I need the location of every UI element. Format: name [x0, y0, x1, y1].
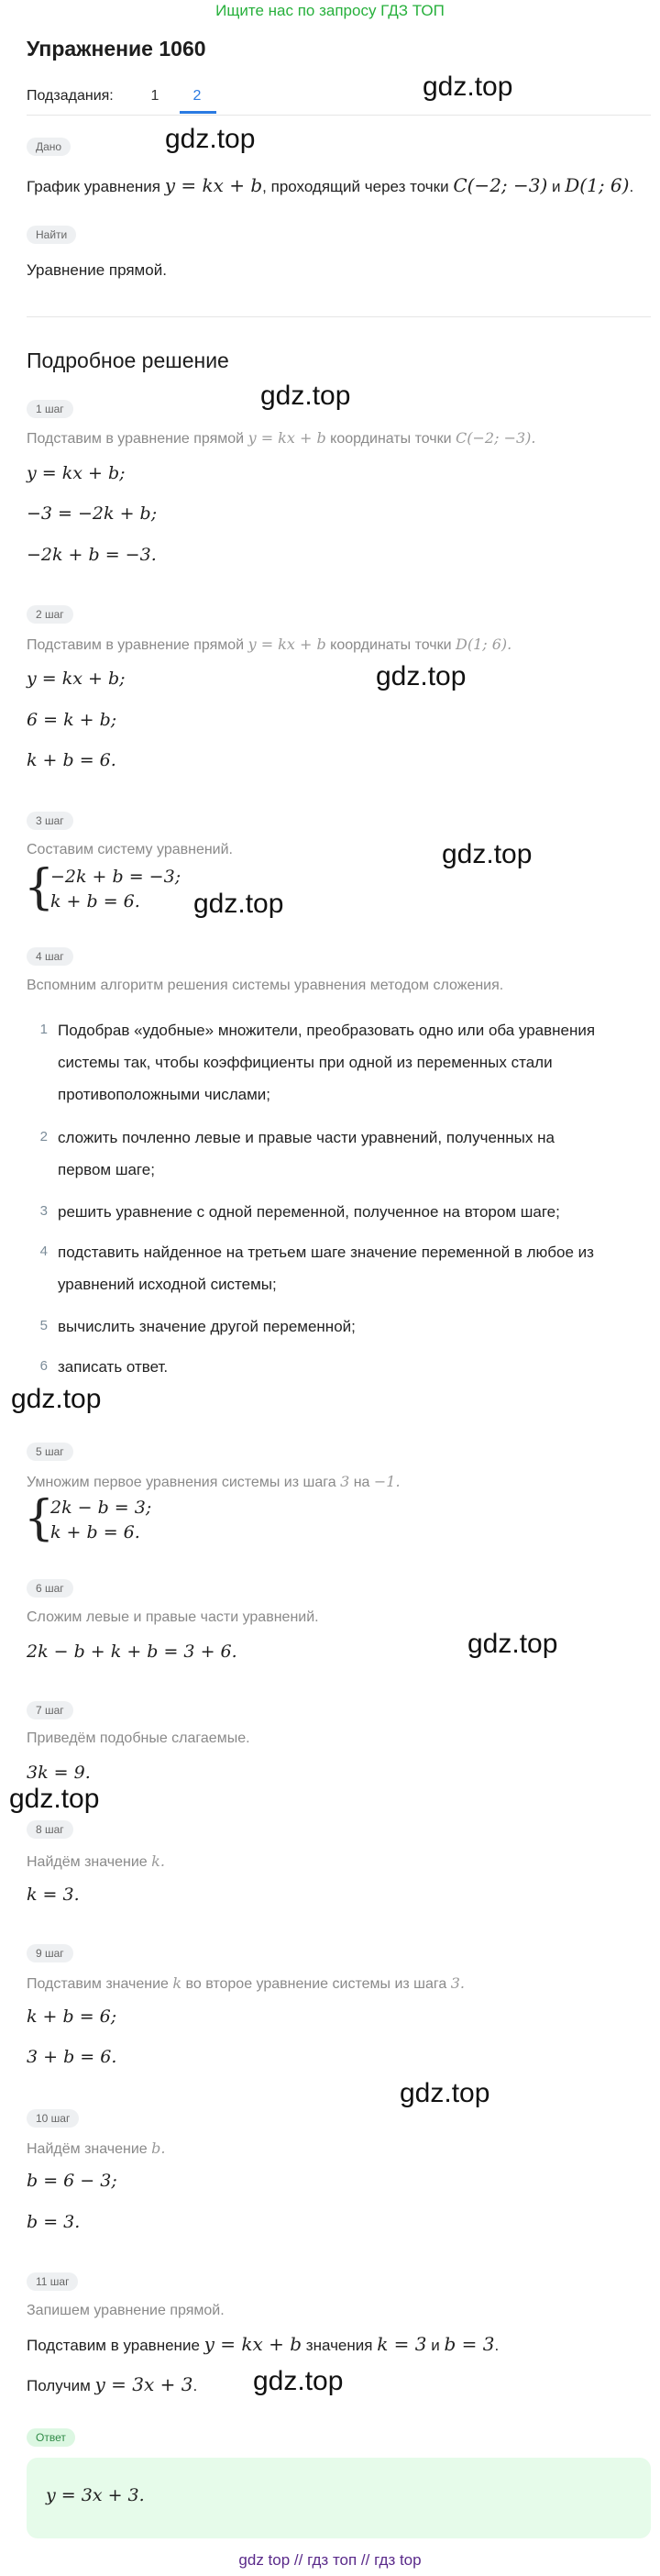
- step-8-badge: 8 шаг: [27, 1820, 73, 1839]
- step-1-line-3: −2k + b = −3.: [27, 545, 157, 565]
- watermark: gdz.top: [11, 1384, 102, 1414]
- list-number: 3: [39, 1203, 48, 1219]
- tab-subtask-1[interactable]: 1: [150, 88, 160, 104]
- divider: [27, 316, 651, 317]
- step-5-text: Умножим первое уравнения системы из шага 3 на −1.: [27, 1473, 401, 1490]
- step-7-badge-wrap: [27, 1701, 73, 1719]
- step-2-line-1: y = kx + b;: [27, 669, 126, 689]
- watermark: gdz.top: [376, 661, 467, 691]
- step-7-line: 3k = 9.: [27, 1763, 91, 1783]
- page-title: Упражнение 1060: [27, 37, 206, 61]
- step-5-badge-wrap: [27, 1443, 73, 1461]
- step-2-line-3: k + b = 6.: [27, 750, 116, 770]
- step-2-badge: 2 шаг: [27, 605, 73, 624]
- given-text: График уравнения y = kx + b, проходящий через точки C(−2; −3) и D(1; 6).: [27, 174, 634, 196]
- given-badge: Дано: [27, 138, 71, 156]
- list-number: 4: [39, 1244, 48, 1259]
- step-5-badge: 5 шаг: [27, 1443, 73, 1461]
- step-11-text: Запишем уравнение прямой.: [27, 2303, 225, 2318]
- given-badge-wrap: [27, 138, 71, 156]
- list-number: 6: [39, 1358, 48, 1374]
- step-11-badge: 11 шаг: [27, 2272, 78, 2291]
- step-1-line-2: −3 = −2k + b;: [27, 503, 158, 524]
- step-4-badge-wrap: [27, 947, 73, 966]
- step-7-text: Приведём подобные слагаемые.: [27, 1730, 250, 1746]
- watermark: gdz.top: [193, 889, 284, 919]
- step-3-text: Составим систему уравнений.: [27, 842, 233, 857]
- step-2-badge-wrap: [27, 605, 73, 624]
- watermark: gdz.top: [253, 2366, 344, 2396]
- step-1-line-1: y = kx + b;: [27, 463, 126, 483]
- solution-title: Подробное решение: [27, 348, 229, 372]
- divider: [27, 115, 651, 116]
- step-5-sys-2: k + b = 6.: [50, 1522, 140, 1542]
- watermark: gdz.top: [260, 381, 351, 411]
- step-10-line-2: b = 3.: [27, 2212, 81, 2232]
- system-brace: {: [24, 860, 55, 915]
- step-9-line-1: k + b = 6;: [27, 2007, 117, 2027]
- step-1-badge: 1 шаг: [27, 400, 73, 418]
- step-4-badge: 4 шаг: [27, 947, 73, 966]
- list-number: 5: [39, 1318, 48, 1333]
- watermark: gdz.top: [442, 839, 533, 869]
- step-6-badge: 6 шаг: [27, 1579, 73, 1598]
- step-6-line: 2k − b + k + b = 3 + 6.: [27, 1642, 237, 1662]
- watermark: gdz.top: [400, 2078, 490, 2108]
- list-item: записать ответ.: [58, 1358, 169, 1376]
- watermark: gdz.top: [165, 124, 256, 154]
- step-5-sys-1: 2k − b = 3;: [50, 1498, 152, 1518]
- step-1-text: Подставим в уравнение прямой y = kx + b координаты точки C(−2; −3).: [27, 429, 536, 447]
- subtasks-label: Подзадания:: [27, 88, 114, 104]
- step-6-badge-wrap: [27, 1579, 73, 1598]
- step-8-text: Найдём значение k.: [27, 1852, 165, 1870]
- watermark: gdz.top: [423, 72, 513, 102]
- list-item: вычислить значение другой переменной;: [58, 1318, 356, 1335]
- watermark: gdz.top: [9, 1784, 100, 1814]
- list-number: 1: [39, 1022, 48, 1037]
- watermark: gdz.top: [468, 1629, 558, 1659]
- find-badge: Найти: [27, 226, 76, 244]
- step-6-text: Сложим левые и правые части уравнений.: [27, 1609, 319, 1625]
- step-2-line-2: 6 = k + b;: [27, 710, 117, 730]
- top-banner[interactable]: Ищите нас по запросу ГДЗ ТОП: [215, 2, 445, 19]
- step-8-badge-wrap: [27, 1820, 73, 1839]
- step-4-text: Вспомним алгоритм решения системы уравнения методом сложения.: [27, 978, 504, 993]
- step-2-text: Подставим в уравнение прямой y = kx + b координаты точки D(1; 6).: [27, 636, 512, 653]
- tab-subtask-2[interactable]: 2: [192, 88, 202, 104]
- footer-links[interactable]: gdz top // гдз топ // гдз top: [238, 2551, 422, 2569]
- answer-badge-wrap: [27, 2428, 75, 2447]
- step-10-text: Найдём значение b.: [27, 2139, 166, 2157]
- active-tab-indicator: [180, 111, 216, 114]
- step-9-text: Подставим значение k во второе уравнение системы из шага 3.: [27, 1974, 465, 1992]
- system-brace: {: [24, 1491, 55, 1546]
- step-7-badge: 7 шаг: [27, 1701, 73, 1719]
- list-number: 2: [39, 1129, 48, 1144]
- step-3-badge-wrap: [27, 812, 73, 830]
- find-text: Уравнение прямой.: [27, 261, 167, 279]
- step-10-line-1: b = 6 − 3;: [27, 2171, 117, 2191]
- step-9-badge-wrap: [27, 1944, 73, 1962]
- list-item: Подобрав «удобные» множители, преобразовать одно или оба уравнения системы так, чтобы коэффициенты при одной из переменных стали противоположными числами;: [58, 1022, 596, 1103]
- list-item: сложить почленно левые и правые части уравнений, полученных на первом шаге;: [58, 1129, 555, 1178]
- step-10-badge: 10 шаг: [27, 2109, 79, 2128]
- list-item: подставить найденное на третьем шаге значение переменной в любое из уравнений исходной системы;: [58, 1244, 594, 1293]
- answer-equation: y = 3x + 3.: [46, 2485, 145, 2505]
- step-3-sys-1: −2k + b = −3;: [50, 867, 182, 887]
- step-11-badge-wrap: [27, 2272, 78, 2291]
- step-11-line-2: Получим y = 3x + 3.: [27, 2373, 198, 2395]
- step-9-badge: 9 шаг: [27, 1944, 73, 1962]
- find-badge-wrap: [27, 226, 76, 244]
- step-9-line-2: 3 + b = 6.: [27, 2047, 117, 2067]
- step-10-badge-wrap: [27, 2109, 79, 2128]
- step-11-line-1: Подставим в уравнение y = kx + b значения k = 3 и b = 3.: [27, 2333, 500, 2355]
- step-3-badge: 3 шаг: [27, 812, 73, 830]
- step-1-badge-wrap: [27, 400, 73, 418]
- list-item: решить уравнение с одной переменной, полученное на втором шаге;: [58, 1203, 560, 1221]
- answer-badge: Ответ: [27, 2428, 75, 2447]
- step-8-line: k = 3.: [27, 1885, 80, 1905]
- step-3-sys-2: k + b = 6.: [50, 891, 140, 912]
